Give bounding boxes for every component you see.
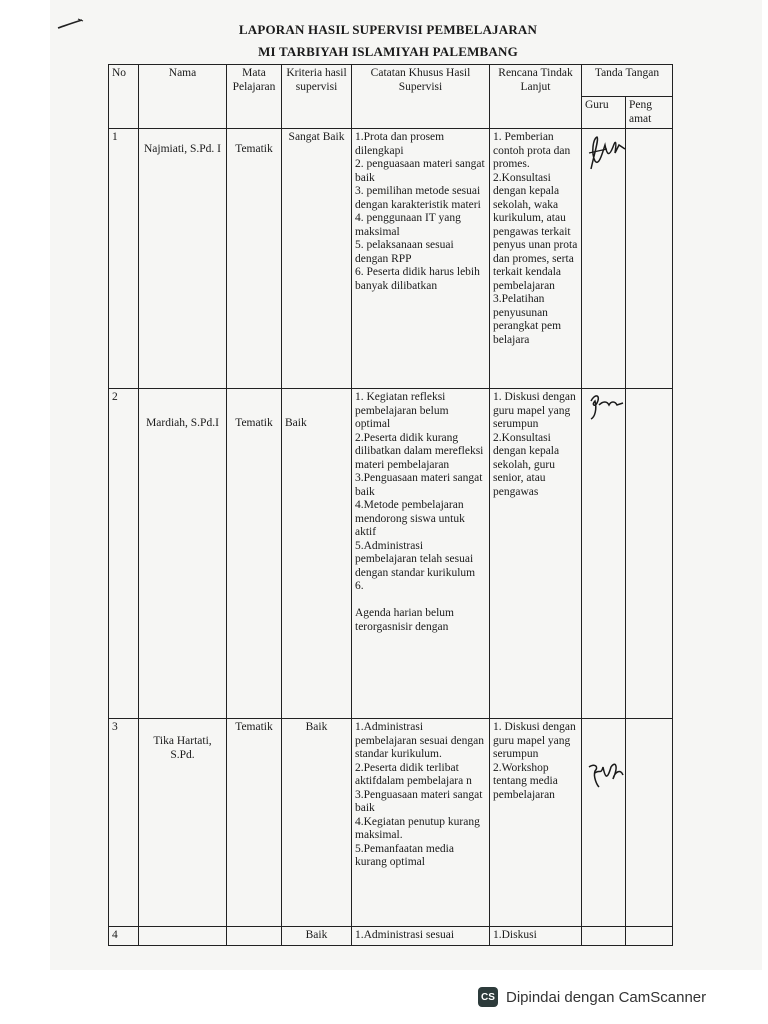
signature-tika-hartati [585,757,629,837]
cell-ttd-guru [582,129,626,389]
cell-rencana: 1.Diskusi [490,927,582,946]
signature-najmiati [585,131,629,177]
cell-catatan: 1. Kegiatan refleksi pembelajaran belum optimal 2.Peserta didik kurang dilibatkan dalam merefleksi materi pembelajaran 3.Penguasaan materi sangat baik 4.Metode pembelajaran mendorong siswa untuk aktif 5.Administrasi pembelajaran telah sesuai dengan standar kurikulum 6. Agenda harian belum terorgasnisir dengan [352,389,490,719]
cell-no: 3 [109,719,139,927]
document-title: LAPORAN HASIL SUPERVISI PEMBELAJARAN [238,22,538,37]
header-row [109,65,673,97]
cell-mapel: Tematik [227,129,282,389]
cell-kriteria: Baik [282,719,352,927]
camscanner-logo-icon: CS [478,987,498,1007]
supervision-table [108,64,673,946]
cell-ttd-guru [582,927,626,946]
header-nama: Nama [139,65,227,129]
header-pengamat: Peng amat [626,97,673,129]
cell-ttd-pengamat [626,129,673,389]
cell-ttd-guru [582,389,626,719]
cell-mapel: Tematik [227,389,282,719]
header-guru: Guru [582,97,626,129]
cell-no: 1 [109,129,139,389]
header-mata-pelajaran: Mata Pelajaran [227,65,282,129]
cell-ttd-guru [582,719,626,927]
cell-rencana: 1. Pemberian contoh prota dan promes. 2.Konsultasi dengan kepala sekolah, waka kurikulum, atau pengawas terkait penyus unan prota dan promes, serta terkait kendala pembelajaran 3.Pelatihan penyusunan perangkat pem belajara [490,129,582,389]
header-rencana: Rencana Tindak Lanjut [490,65,582,129]
cell-nama [139,927,227,946]
cell-catatan: 1.Administrasi pembelajaran sesuai dengan standar kurikulum. 2.Peserta didik terlibat aktifdalam pembelajara n 3.Penguasaan materi sangat baik 4.Kegiatan penutup kurang maksimal. 5.Pemanfaatan media kurang optimal [352,719,490,927]
camscanner-label: Dipindai dengan CamScanner [506,988,707,1006]
cell-no: 2 [109,389,139,719]
cell-mapel: Tematik [227,719,282,927]
cell-ttd-pengamat [626,389,673,719]
header-catatan: Catatan Khusus Hasil Supervisi [352,65,490,129]
cell-no: 4 [109,927,139,946]
signature-mardiah [585,391,629,421]
table-row [109,927,673,946]
document-subtitle: MI TARBIYAH ISLAMIYAH PALEMBANG [258,44,518,59]
table-row [109,389,673,719]
cell-catatan: 1.Prota dan prosem dilengkapi 2. penguasaan materi sangat baik 3. pemilihan metode sesuai dengan karakteristik materi 4. penggunaan IT yang maksimal 5. pelaksanaan sesuai dengan RPP 6. Peserta didik harus lebih banyak dilibatkan [352,129,490,389]
cell-kriteria: Baik [282,927,352,946]
cell-kriteria: Sangat Baik [282,129,352,389]
cell-rencana: 1. Diskusi dengan guru mapel yang serumpun 2.Konsultasi dengan kepala sekolah, guru senior, atau pengawas [490,389,582,719]
cell-nama: Tika Hartati, S.Pd. [139,719,227,927]
cell-kriteria: Baik [282,389,352,719]
cell-nama: Najmiati, S.Pd. I [139,129,227,389]
header-tanda-tangan: Tanda Tangan [582,65,673,97]
header-kriteria: Kriteria hasil supervisi [282,65,352,129]
cell-nama: Mardiah, S.Pd.I [139,389,227,719]
header-no: No [109,65,139,129]
cell-catatan: 1.Administrasi sesuai [352,927,490,946]
table-row [109,129,673,389]
cell-ttd-pengamat [626,719,673,927]
table-row [109,719,673,927]
cell-ttd-pengamat [626,927,673,946]
camscanner-watermark [478,980,758,1014]
cell-rencana: 1. Diskusi dengan guru mapel yang serumpun 2.Workshop tentang media pembelajaran [490,719,582,927]
cell-mapel [227,927,282,946]
